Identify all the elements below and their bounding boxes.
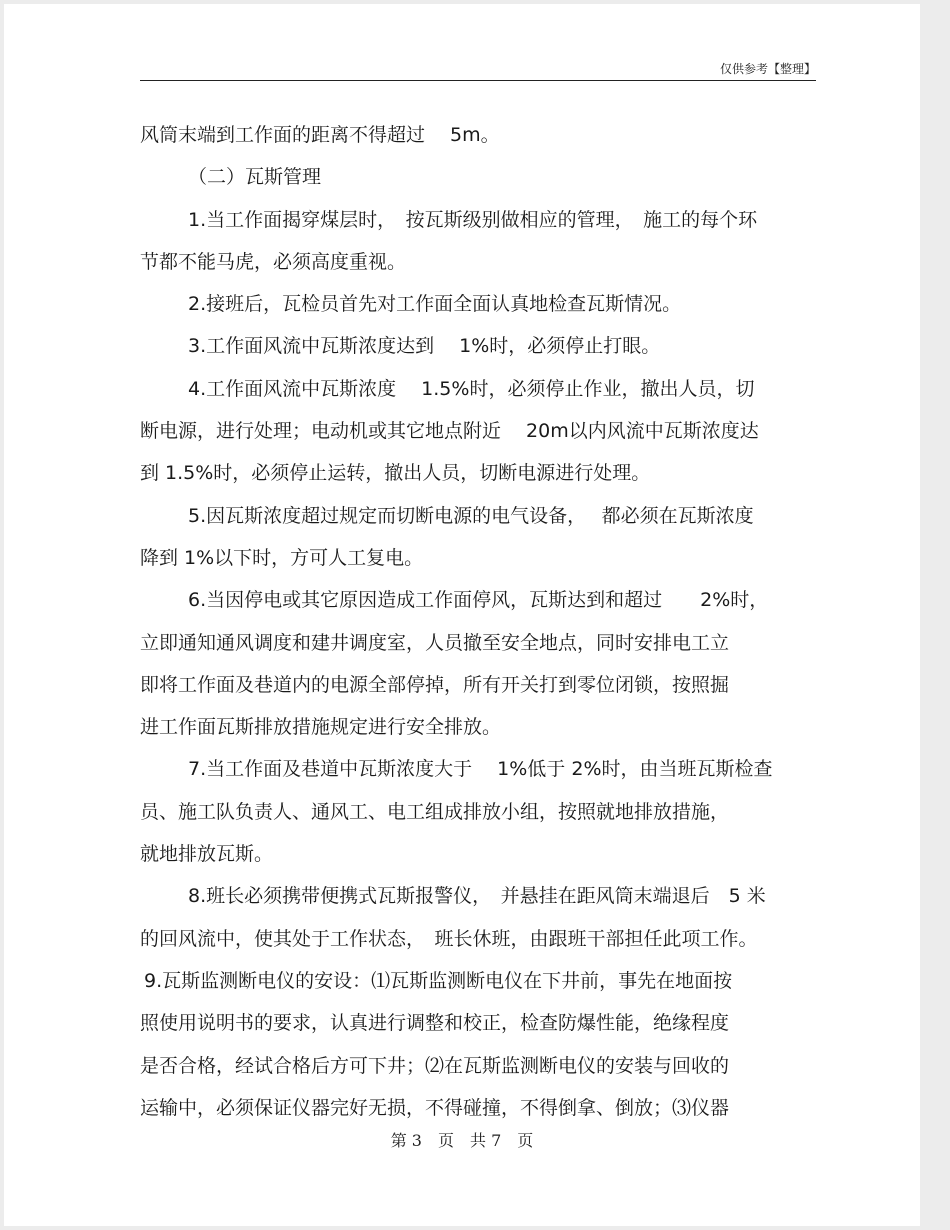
page-header: 仅供参考【整理】 xyxy=(719,62,816,76)
text-line: 4.工作面风流中瓦斯浓度 1.5%时，必须停止作业，撤出人员，切 xyxy=(188,377,755,400)
text-line: 进工作面瓦斯排放措施规定进行安全排放。 xyxy=(140,716,502,739)
page-footer: 第 3 页 共 7 页 xyxy=(390,1131,534,1150)
text-line: 照使用说明书的要求，认真进行调整和校正，检查防爆性能，绝缘程度 xyxy=(140,1012,730,1035)
text-line: 8.班长必须携带便携式瓦斯报警仪， 并悬挂在距风筒末端退后 5 米 xyxy=(188,885,766,908)
text-line: 风筒末端到工作面的距离不得超过 5m。 xyxy=(140,124,500,146)
text-line: 7.当工作面及巷道中瓦斯浓度大于 1%低于 2%时，由当班瓦斯检查 xyxy=(188,758,773,781)
document-body xyxy=(140,114,820,1129)
text-line: 即将工作面及巷道内的电源全部停掉，所有开关打到零位闭锁，按照掘 xyxy=(140,673,730,696)
text-line: 的回风流中，使其处于工作状态， 班长休班，由跟班干部担任此项工作。 xyxy=(140,927,758,950)
document-page xyxy=(4,4,920,1226)
text-line: 2.接班后，瓦检员首先对工作面全面认真地检查瓦斯情况。 xyxy=(188,293,682,316)
text-line: 1.当工作面揭穿煤层时， 按瓦斯级别做相应的管理， 施工的每个环 xyxy=(188,208,758,231)
section-heading: （二）瓦斯管理 xyxy=(188,166,322,189)
text-line: 断电源，进行处理；电动机或其它地点附近 20m以内风流中瓦斯浓度达 xyxy=(140,420,759,443)
text-line: 5.因瓦斯浓度超过规定而切断电源的电气设备， 都必须在瓦斯浓度 xyxy=(188,504,754,527)
text-line: 立即通知通风调度和建井调度室，人员撤至安全地点，同时安排电工立 xyxy=(140,631,730,654)
text-line: 是否合格，经试合格后方可下井；⑵在瓦斯监测断电仪的安装与回收的 xyxy=(140,1054,730,1077)
text-line: 6.当因停电或其它原因造成工作面停风，瓦斯达到和超过 2%时， xyxy=(188,589,769,612)
text-line: 9.瓦斯监测断电仪的安设：⑴瓦斯监测断电仪在下井前，事先在地面按 xyxy=(144,969,733,992)
header-rule xyxy=(140,80,816,81)
text-line: 运输中，必须保证仪器完好无损，不得碰撞，不得倒拿、倒放；⑶仪器 xyxy=(140,1096,730,1119)
text-line: 节都不能马虎，必须高度重视。 xyxy=(140,250,407,273)
text-line: 到 1.5%时，必须停止运转，撤出人员，切断电源进行处理。 xyxy=(140,462,651,485)
text-line: 降到 1%以下时，方可人工复电。 xyxy=(140,546,424,569)
text-line: 员、施工队负责人、通风工、电工组成排放小组，按照就地排放措施， xyxy=(140,800,730,823)
text-line: 就地排放瓦斯。 xyxy=(140,843,274,866)
text-line: 3.工作面风流中瓦斯浓度达到 1%时，必须停止打眼。 xyxy=(188,335,661,358)
